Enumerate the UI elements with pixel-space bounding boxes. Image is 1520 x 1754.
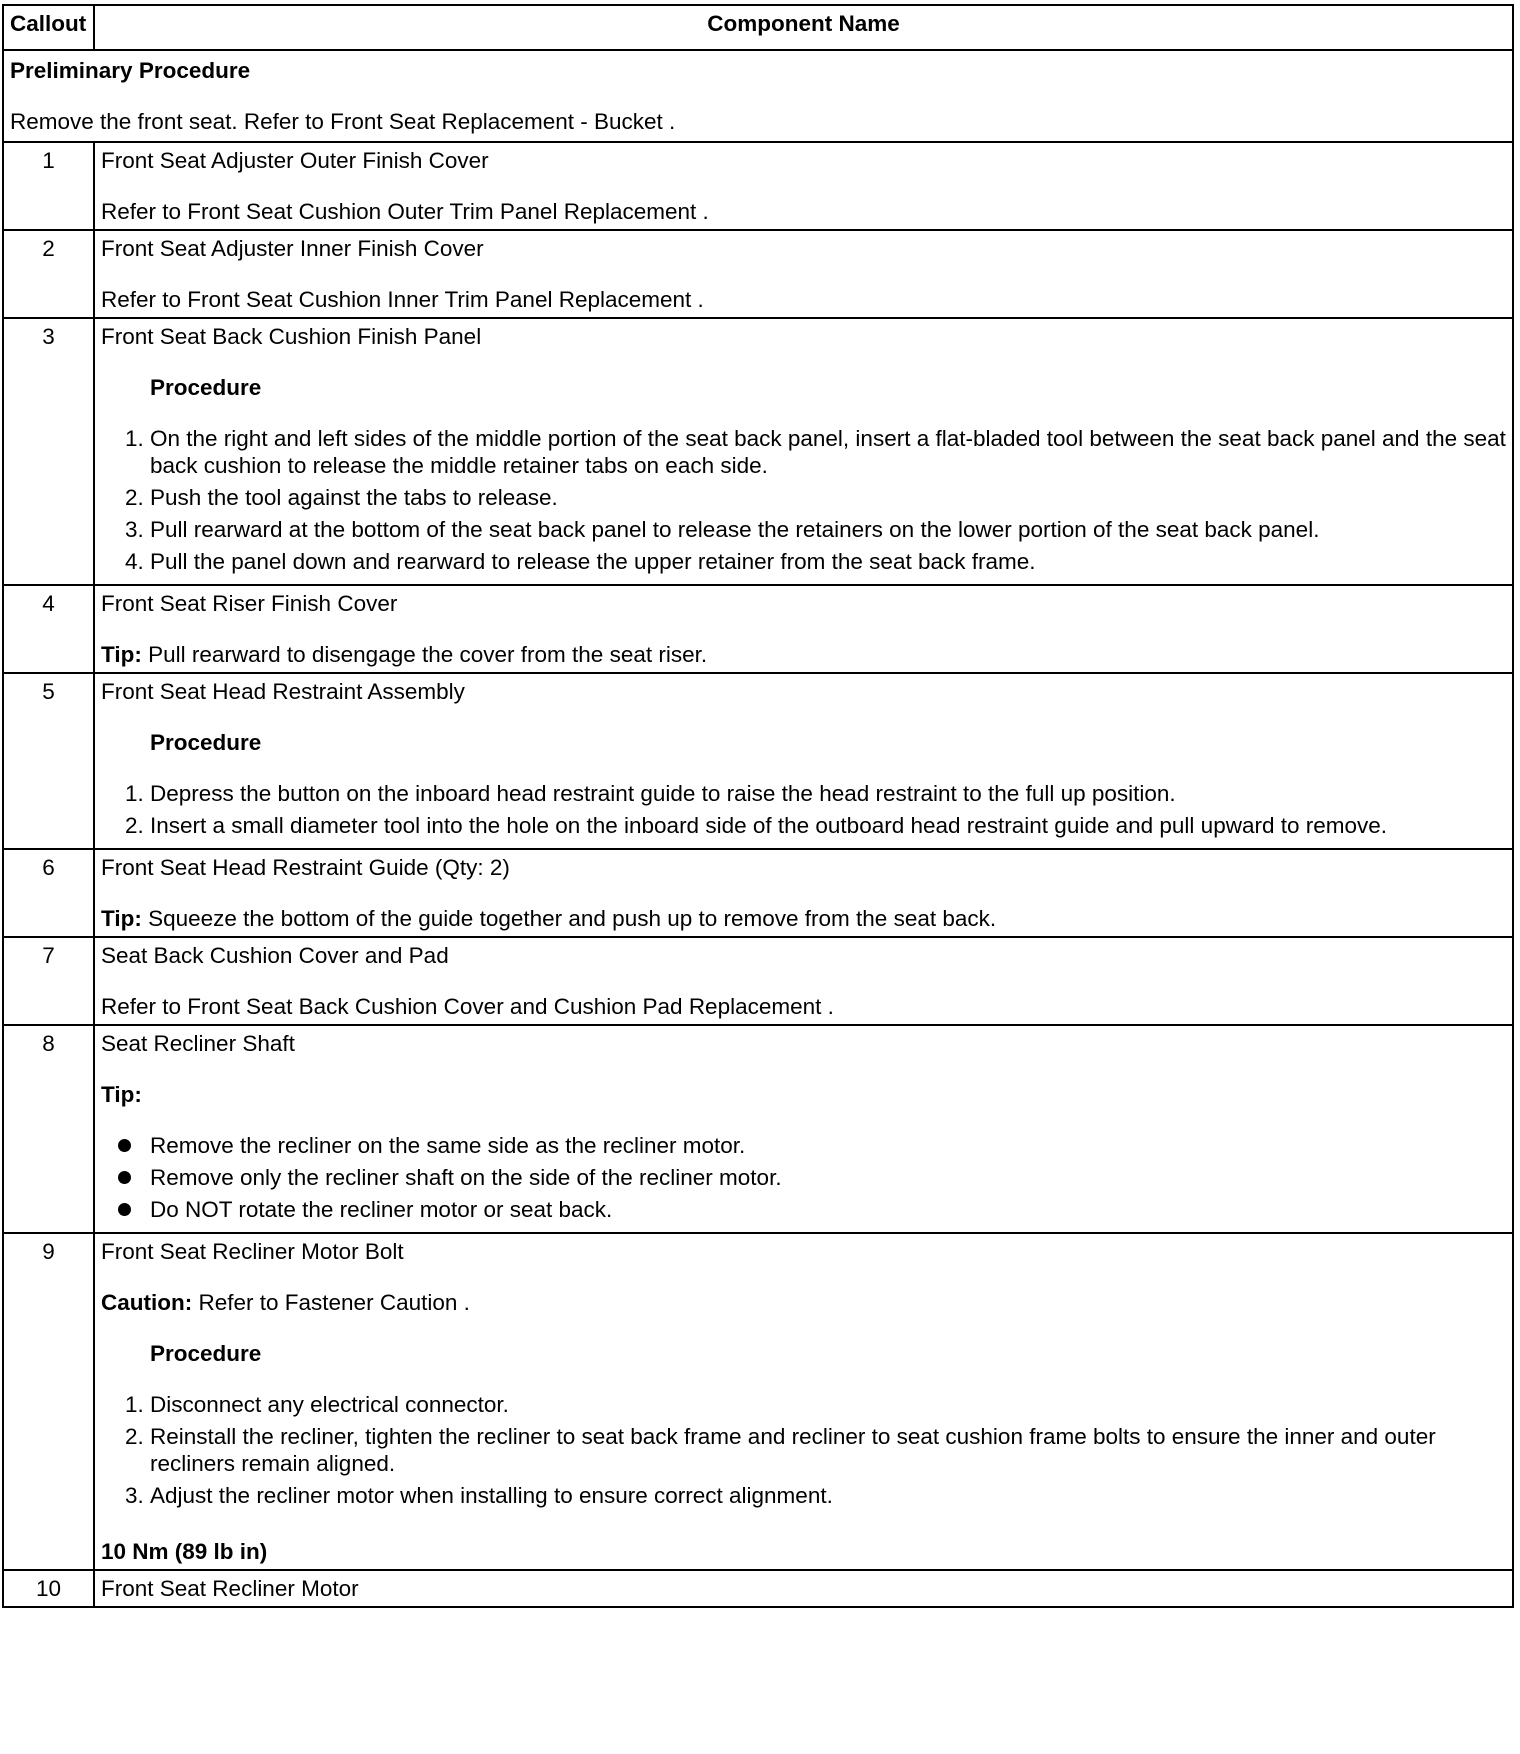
callout-number: 8 xyxy=(4,1025,94,1233)
procedure-table xyxy=(4,6,1512,1606)
tip-bullet xyxy=(150,1196,1506,1223)
procedure-step: 3. Pull rearward at the bottom of the seat back panel to release the retainers on the lower portion of the seat back panel. xyxy=(150,516,1506,543)
tip-line xyxy=(101,905,1506,932)
callout-number: 3 xyxy=(4,318,94,585)
tip-label: Tip: xyxy=(101,1082,142,1107)
component-name: Front Seat Recliner Motor xyxy=(101,1576,359,1601)
callout-number: 10 xyxy=(4,1570,94,1606)
torque-spec: 10 Nm (89 lb in) xyxy=(101,1539,268,1564)
table-row xyxy=(4,230,1512,318)
component-name: Seat Recliner Shaft xyxy=(101,1031,295,1056)
procedure-steps xyxy=(101,1391,1506,1509)
procedure-heading: Procedure xyxy=(150,730,262,755)
component-name: Front Seat Riser Finish Cover xyxy=(101,591,398,616)
procedure-step: 2. Reinstall the recliner, tighten the recliner to seat back frame and recliner to seat cushion frame bolts to ensure the inner and outer recliners remain aligned. xyxy=(150,1423,1506,1477)
table-row xyxy=(4,585,1512,673)
bullet-dot-icon xyxy=(118,1139,131,1152)
tip-bullets xyxy=(101,1132,1506,1223)
caution-line xyxy=(101,1289,1506,1316)
tip-text: Pull rearward to disengage the cover from the seat riser. xyxy=(141,642,708,667)
callout-number: 7 xyxy=(4,937,94,1025)
callout-number: 5 xyxy=(4,673,94,849)
callout-number: 4 xyxy=(4,585,94,673)
tip-text: Squeeze the bottom of the guide together and push up to remove from the seat back. xyxy=(141,906,997,931)
callout-number: 1 xyxy=(4,142,94,230)
table-row xyxy=(4,142,1512,230)
component-name: Front Seat Head Restraint Guide (Qty: 2) xyxy=(101,855,510,880)
tip-bullet-text: Do NOT rotate the recliner motor or seat back. xyxy=(150,1197,613,1222)
procedure-step: 2. Push the tool against the tabs to release. xyxy=(150,484,1506,511)
tip-bullet-text: Remove the recliner on the same side as the recliner motor. xyxy=(150,1133,746,1158)
component-name: Front Seat Back Cushion Finish Panel xyxy=(101,324,482,349)
tip-label: Tip: xyxy=(101,906,142,931)
callout-number: 9 xyxy=(4,1233,94,1570)
procedure-sheet xyxy=(2,4,1514,1608)
tip-label: Tip: xyxy=(101,642,142,667)
procedure-steps xyxy=(101,780,1506,839)
procedure-step: 4. Pull the panel down and rearward to release the upper retainer from the seat back frame. xyxy=(150,548,1506,575)
procedure-step: 1. Disconnect any electrical connector. xyxy=(150,1391,1506,1418)
component-note: Refer to Front Seat Cushion Outer Trim Panel Replacement . xyxy=(101,199,709,224)
table-row xyxy=(4,1025,1512,1233)
procedure-step: 3. Adjust the recliner motor when installing to ensure correct alignment. xyxy=(150,1482,1506,1509)
callout-column-header: Callout xyxy=(4,6,94,50)
component-note: Refer to Front Seat Cushion Inner Trim Panel Replacement . xyxy=(101,287,704,312)
component-name: Seat Back Cushion Cover and Pad xyxy=(101,943,449,968)
tip-bullet xyxy=(150,1164,1506,1191)
component-note: Refer to Front Seat Back Cushion Cover and Cushion Pad Replacement . xyxy=(101,994,834,1019)
tip-line xyxy=(101,641,1506,668)
preliminary-title: Preliminary Procedure xyxy=(10,58,251,83)
procedure-steps xyxy=(101,425,1506,575)
bullet-dot-icon xyxy=(118,1171,131,1184)
component-column-header: Component Name xyxy=(94,6,1512,50)
component-name: Front Seat Adjuster Outer Finish Cover xyxy=(101,148,489,173)
tip-bullet xyxy=(150,1132,1506,1159)
procedure-heading: Procedure xyxy=(150,1341,262,1366)
procedure-heading: Procedure xyxy=(150,375,262,400)
procedure-step: 2. Insert a small diameter tool into the hole on the inboard side of the outboard head restraint guide and pull upward to remove. xyxy=(150,812,1506,839)
component-name: Front Seat Recliner Motor Bolt xyxy=(101,1239,404,1264)
bullet-dot-icon xyxy=(118,1203,131,1216)
table-row xyxy=(4,849,1512,937)
caution-text: Refer to Fastener Caution . xyxy=(192,1290,470,1315)
table-header-row xyxy=(4,6,1512,50)
preliminary-row xyxy=(4,50,1512,142)
preliminary-text: Remove the front seat. Refer to Front Seat Replacement - Bucket . xyxy=(10,109,676,134)
procedure-step: 1. On the right and left sides of the middle portion of the seat back panel, insert a flat-bladed tool between the seat back panel and the seat back cushion to release the middle retainer tabs on each side. xyxy=(150,425,1506,479)
table-row xyxy=(4,1233,1512,1570)
component-name: Front Seat Head Restraint Assembly xyxy=(101,679,465,704)
component-name: Front Seat Adjuster Inner Finish Cover xyxy=(101,236,484,261)
callout-number: 6 xyxy=(4,849,94,937)
table-row xyxy=(4,937,1512,1025)
table-row xyxy=(4,673,1512,849)
table-row xyxy=(4,1570,1512,1606)
callout-number: 2 xyxy=(4,230,94,318)
procedure-step: 1. Depress the button on the inboard head restraint guide to raise the head restraint to the full up position. xyxy=(150,780,1506,807)
table-row xyxy=(4,318,1512,585)
tip-bullet-text: Remove only the recliner shaft on the side of the recliner motor. xyxy=(150,1165,782,1190)
caution-label: Caution: xyxy=(101,1290,193,1315)
